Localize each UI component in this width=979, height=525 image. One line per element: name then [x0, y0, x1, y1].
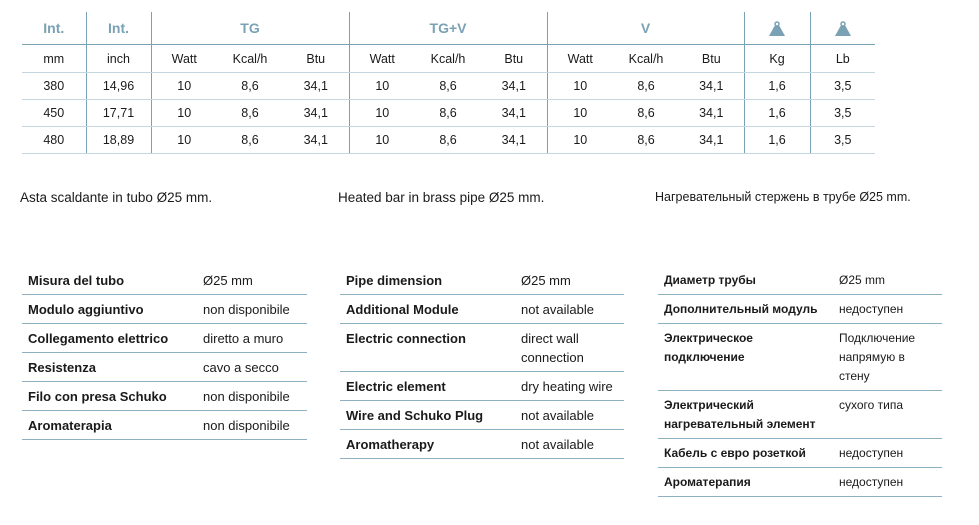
unit-cell: Kcal/h [217, 45, 283, 73]
table-row [22, 127, 875, 154]
detail-row [340, 295, 624, 324]
table-cell: 10 [547, 127, 613, 154]
detail-row [340, 372, 624, 401]
detail-row [22, 324, 307, 353]
detail-value: недоступен [833, 439, 942, 468]
header-int-mm: Int. [22, 12, 86, 45]
detail-value: Ø25 mm [515, 266, 624, 295]
spec-table [22, 12, 875, 154]
detail-value: non disponibile [197, 382, 307, 411]
table-cell: 8,6 [613, 100, 679, 127]
table-cell: 34,1 [283, 73, 349, 100]
unit-cell: Watt [547, 45, 613, 73]
table-cell: 18,89 [86, 127, 151, 154]
detail-label: Электрическое подключение [658, 324, 833, 391]
details-table-it [22, 266, 307, 440]
header-tg: TG [151, 12, 349, 45]
detail-value: Подключение напрямую в стену [833, 324, 942, 391]
unit-cell: Lb [810, 45, 875, 73]
detail-value: Ø25 mm [833, 266, 942, 295]
table-cell: 8,6 [415, 100, 481, 127]
details-table-en [340, 266, 624, 459]
detail-label: Wire and Schuko Plug [340, 401, 515, 430]
table-cell: 450 [22, 100, 86, 127]
detail-label: Aromatherapy [340, 430, 515, 459]
header-v: V [547, 12, 744, 45]
table-row [22, 73, 875, 100]
table-cell: 8,6 [217, 100, 283, 127]
detail-row [22, 266, 307, 295]
detail-row [658, 439, 942, 468]
table-cell: 34,1 [679, 100, 744, 127]
table-cell: 3,5 [810, 73, 875, 100]
weight-icon [768, 21, 786, 37]
detail-label: Electric connection [340, 324, 515, 372]
unit-cell: inch [86, 45, 151, 73]
spec-group-header-row [22, 12, 875, 45]
detail-row [340, 430, 624, 459]
detail-row [340, 266, 624, 295]
unit-cell: Btu [283, 45, 349, 73]
detail-label: Диаметр трубы [658, 266, 833, 295]
detail-value: недоступен [833, 468, 942, 497]
table-cell: 34,1 [481, 73, 547, 100]
table-cell: 34,1 [283, 127, 349, 154]
details-table-ru [658, 266, 942, 497]
table-cell: 3,5 [810, 127, 875, 154]
detail-label: Additional Module [340, 295, 515, 324]
detail-value: not available [515, 430, 624, 459]
table-cell: 8,6 [217, 127, 283, 154]
detail-value: cavo a secco [197, 353, 307, 382]
unit-cell: Btu [481, 45, 547, 73]
table-cell: 34,1 [481, 100, 547, 127]
unit-cell: Kcal/h [415, 45, 481, 73]
detail-row [340, 401, 624, 430]
table-cell: 17,71 [86, 100, 151, 127]
unit-cell: Kcal/h [613, 45, 679, 73]
detail-value: dry heating wire [515, 372, 624, 401]
unit-cell: Watt [349, 45, 415, 73]
detail-value: not available [515, 295, 624, 324]
detail-value: non disponibile [197, 295, 307, 324]
detail-value: сухого типа [833, 391, 942, 439]
header-kg [744, 12, 810, 45]
table-cell: 34,1 [679, 127, 744, 154]
caption-en: Heated bar in brass pipe Ø25 mm. [338, 190, 545, 205]
table-cell: 1,6 [744, 100, 810, 127]
detail-row [658, 391, 942, 439]
table-cell: 10 [151, 73, 217, 100]
table-cell: 8,6 [613, 127, 679, 154]
detail-label: Collegamento elettrico [22, 324, 197, 353]
table-cell: 10 [547, 73, 613, 100]
detail-value: not available [515, 401, 624, 430]
detail-label: Modulo aggiuntivo [22, 295, 197, 324]
table-cell: 34,1 [679, 73, 744, 100]
detail-label: Дополнительный модуль [658, 295, 833, 324]
table-cell: 14,96 [86, 73, 151, 100]
table-cell: 10 [547, 100, 613, 127]
header-int-inch: Int. [86, 12, 151, 45]
table-cell: 480 [22, 127, 86, 154]
detail-value: non disponibile [197, 411, 307, 440]
detail-row [22, 382, 307, 411]
table-cell: 8,6 [217, 73, 283, 100]
unit-cell: Btu [679, 45, 744, 73]
unit-cell: Watt [151, 45, 217, 73]
detail-label: Electric element [340, 372, 515, 401]
detail-label: Pipe dimension [340, 266, 515, 295]
detail-value: Ø25 mm [197, 266, 307, 295]
table-cell: 34,1 [481, 127, 547, 154]
detail-label: Filo con presa Schuko [22, 382, 197, 411]
caption-it: Asta scaldante in tubo Ø25 mm. [20, 190, 213, 205]
unit-cell: Kg [744, 45, 810, 73]
table-cell: 34,1 [283, 100, 349, 127]
table-cell: 10 [349, 73, 415, 100]
detail-row [22, 295, 307, 324]
detail-row [340, 324, 624, 372]
detail-row [658, 468, 942, 497]
detail-label: Ароматерапия [658, 468, 833, 497]
detail-label: Кабель с евро розеткой [658, 439, 833, 468]
detail-row [658, 324, 942, 391]
table-cell: 8,6 [415, 127, 481, 154]
header-lb [810, 12, 875, 45]
table-row [22, 100, 875, 127]
detail-row [658, 266, 942, 295]
detail-label: Aromaterapia [22, 411, 197, 440]
detail-row [22, 411, 307, 440]
detail-value: direct wall connection [515, 324, 624, 372]
table-cell: 10 [349, 100, 415, 127]
table-cell: 10 [349, 127, 415, 154]
detail-label: Resistenza [22, 353, 197, 382]
detail-value: недоступен [833, 295, 942, 324]
table-cell: 8,6 [613, 73, 679, 100]
detail-row [22, 353, 307, 382]
table-cell: 3,5 [810, 100, 875, 127]
table-cell: 1,6 [744, 127, 810, 154]
detail-value: diretto a muro [197, 324, 307, 353]
caption-ru: Нагревательный стержень в трубе Ø25 mm. [655, 190, 911, 204]
table-cell: 380 [22, 73, 86, 100]
unit-row [22, 45, 875, 73]
table-cell: 8,6 [415, 73, 481, 100]
detail-row [658, 295, 942, 324]
detail-label: Электрический нагревательный элемент [658, 391, 833, 439]
header-tgv: TG+V [349, 12, 547, 45]
table-cell: 10 [151, 100, 217, 127]
detail-label: Misura del tubo [22, 266, 197, 295]
unit-cell: mm [22, 45, 86, 73]
table-cell: 10 [151, 127, 217, 154]
weight-icon [834, 21, 852, 37]
table-cell: 1,6 [744, 73, 810, 100]
